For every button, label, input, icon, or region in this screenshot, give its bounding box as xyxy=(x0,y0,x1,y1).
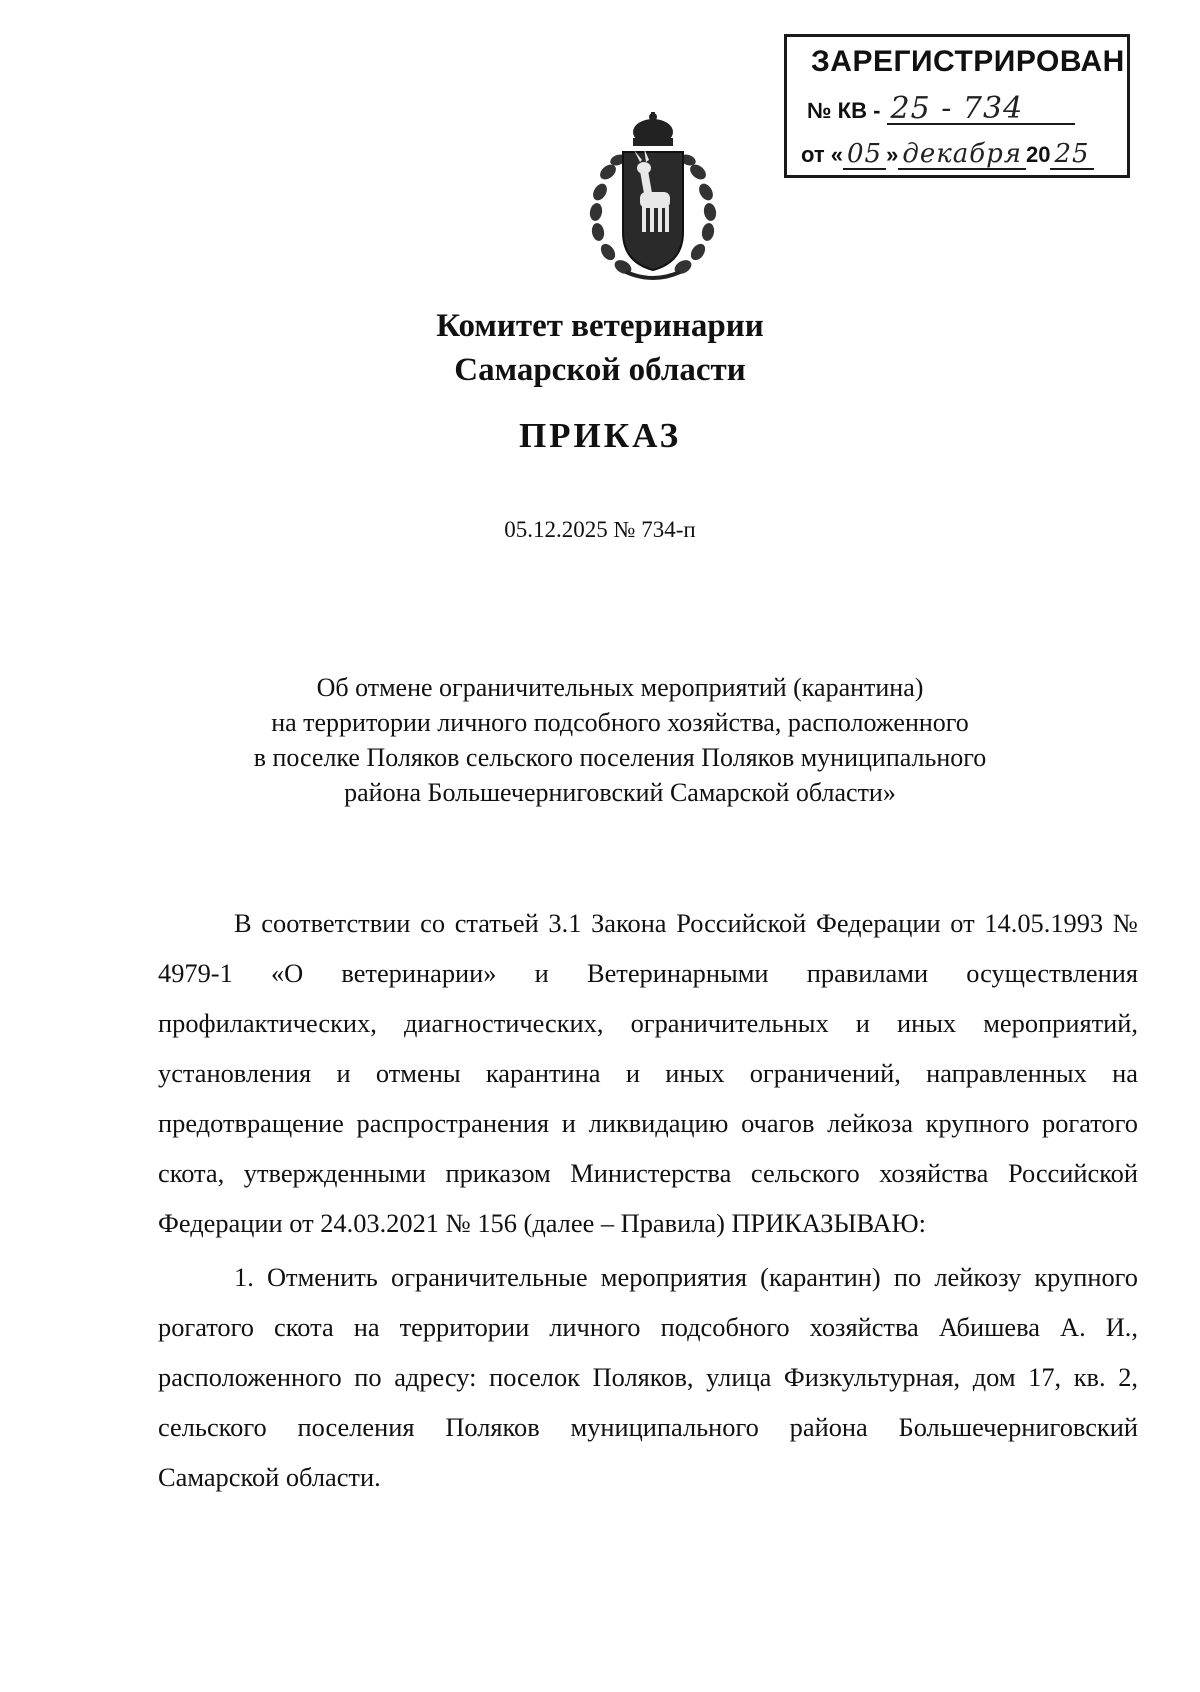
stamp-year-handwritten: 25 xyxy=(1050,140,1093,170)
org-heading xyxy=(0,304,1200,392)
order-body xyxy=(158,898,1138,1502)
stamp-date-line xyxy=(801,140,1094,170)
registration-stamp xyxy=(784,34,1130,178)
stamp-year-prefix: 20 xyxy=(1025,142,1051,167)
stamp-date-separator: » xyxy=(886,142,899,167)
stamp-number-prefix: № КВ - xyxy=(807,98,881,123)
subject-line-4: района Большечерниговский Самарской области» xyxy=(344,778,896,807)
preamble-paragraph: В соответствии со статьей 3.1 Закона Российской Федерации от 14.05.1993 № 4979-1 «О ветеринарии» и Ветеринарными правилами осуществления профилактических, диагностических, ограничительных и иных мероприятий, установления и отмены карантина и иных ограничений, направленных на предотвращение распространения и ликвидацию очагов лейкоза крупного рогатого скота, утвержденными приказом Министерства сельского хозяйства Российской Федерации от 24.03.2021 № 156 (далее – Правила) ПРИКАЗЫВАЮ: xyxy=(158,908,1138,1238)
org-name-line1: Комитет ветеринарии xyxy=(436,308,764,344)
stamp-number-line xyxy=(807,91,1075,126)
stamp-day-handwritten: 05 xyxy=(843,140,886,170)
stamp-number-handwritten: 25 - 734 xyxy=(887,95,1075,125)
subject-line-1: Об отмене ограничительных мероприятий (карантина) xyxy=(316,673,924,702)
subject-line-2: на территории личного подсобного хозяйства, расположенного xyxy=(271,708,969,737)
stamp-date-prefix: от « xyxy=(801,142,844,167)
stamp-title: ЗАРЕГИСТРИРОВАН xyxy=(811,45,1125,78)
doc-type-title: ПРИКАЗ xyxy=(518,416,682,455)
coat-of-arms-icon xyxy=(578,112,728,284)
item-1-paragraph: 1. Отменить ограничительные мероприятия (карантин) по лейкозу крупного рогатого скота на территории личного подсобного хозяйства Абишева А. И., расположенного по адресу: поселок Поляков, улица Физкультурная, дом 17, кв. 2, сельского поселения Поляков муниципального района Большечерниговский Самарской области. xyxy=(158,1262,1138,1492)
stamp-month-handwritten: декабря xyxy=(898,140,1026,170)
doc-date-number: 05.12.2025 № 734-п xyxy=(504,517,696,542)
order-subject xyxy=(230,670,1010,810)
subject-line-3: в поселке Поляков сельского поселения Поляков муниципального xyxy=(253,743,987,772)
org-name-line2: Самарской области xyxy=(454,352,746,388)
